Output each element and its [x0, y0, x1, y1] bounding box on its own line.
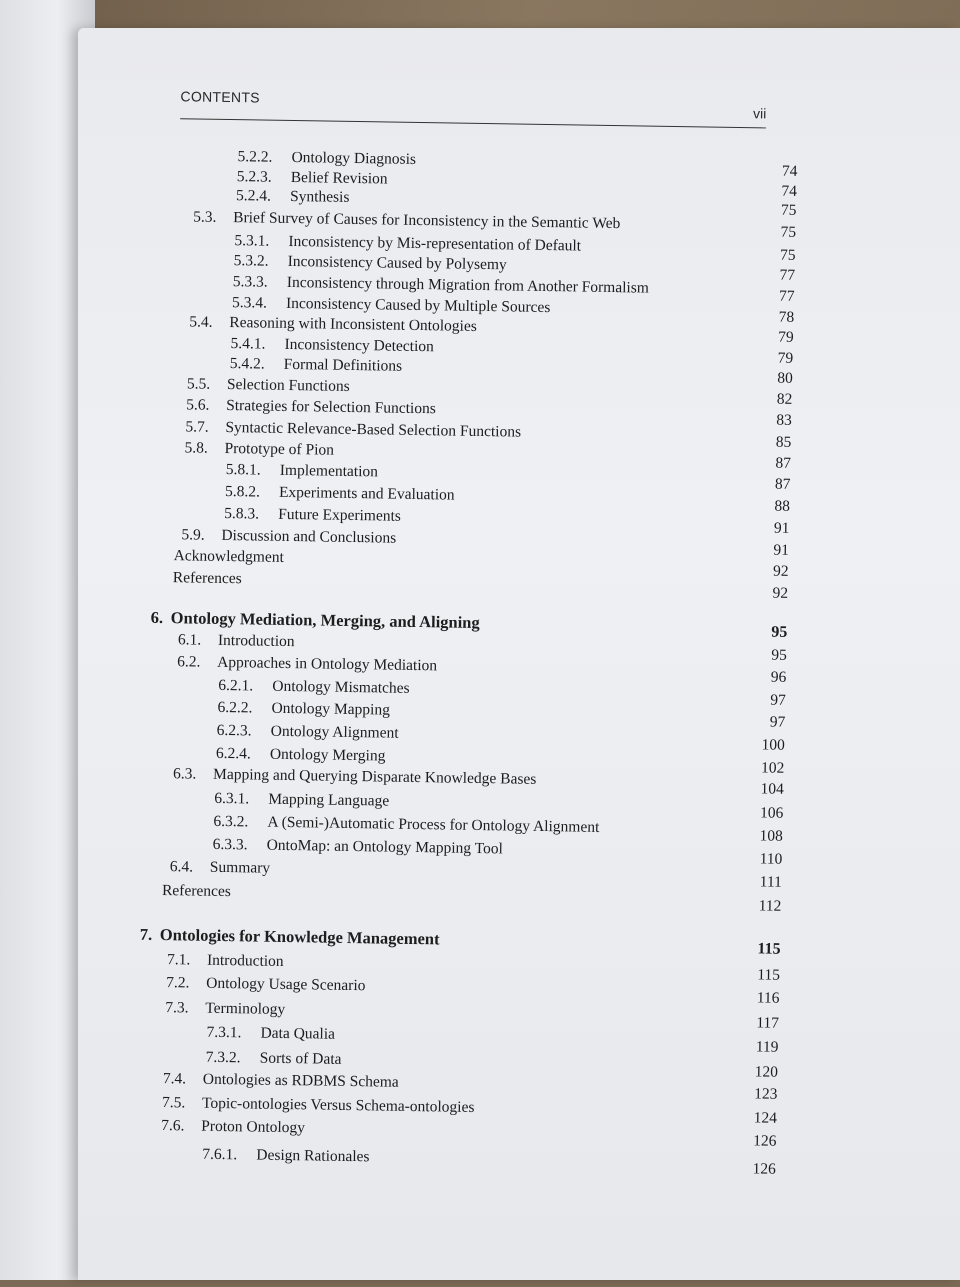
toc-entry-number: 7.3.1. — [206, 1023, 242, 1042]
toc-entry-number: 7. — [139, 924, 153, 944]
toc-page-number: 75 — [780, 201, 797, 219]
toc-entry-title: Acknowledgment — [173, 547, 284, 566]
toc-page-number: 91 — [773, 519, 790, 537]
toc-entry-title: Ontology Mediation, Merging, and Aligning — [170, 608, 480, 632]
toc-entry-title: Future Experiments — [278, 505, 402, 525]
toc-entry-number: 6.3. — [172, 765, 197, 783]
toc-page-number: 85 — [775, 433, 792, 451]
toc-entry — [173, 569, 242, 588]
toc-entry-title: Ontology Usage Scenario — [206, 974, 366, 995]
toc-page-number: 77 — [778, 287, 795, 305]
toc-page-number: 126 — [752, 1160, 776, 1178]
toc-entry-title: Ontology Mismatches — [272, 677, 410, 697]
toc-page-number: 74 — [781, 162, 798, 180]
toc-entry-title: Implementation — [279, 461, 379, 481]
toc-chapter — [151, 608, 480, 633]
toc-entry — [217, 722, 399, 743]
toc-entry-number: 7.2. — [166, 974, 190, 992]
toc-entry — [181, 526, 396, 547]
toc-entry-number: 5.3.1. — [234, 232, 270, 250]
toc-entry — [193, 208, 620, 233]
toc-entry-title: Data Qualia — [260, 1024, 336, 1043]
toc-entry-number: 5.3. — [193, 208, 217, 226]
toc-page-number: 120 — [754, 1063, 779, 1081]
toc-entry-title: Experiments and Evaluation — [278, 483, 455, 504]
toc-page-number: 115 — [757, 940, 781, 958]
toc-entry-title: Ontologies for Knowledge Management — [159, 925, 440, 949]
toc-entry-number: 6.1. — [177, 631, 202, 649]
toc-entry — [162, 882, 231, 901]
toc-page-number: 100 — [761, 736, 785, 754]
toc-entry-title: Belief Revision — [290, 168, 388, 188]
toc-entry — [165, 999, 285, 1019]
toc-page-number: 79 — [778, 328, 794, 346]
toc-entry — [233, 252, 506, 274]
toc-page-number: 79 — [777, 349, 794, 367]
toc-entry-title: A (Semi-)Automatic Process for Ontology Alignment — [267, 813, 600, 836]
toc-entry-number: 5.2.4. — [235, 187, 272, 205]
toc-page-number: 116 — [756, 989, 780, 1007]
toc-entry-title: Summary — [209, 858, 271, 877]
toc-entry-title: Syntactic Relevance-Based Selection Functions — [225, 418, 522, 441]
toc-entry-title: Ontologies as RDBMS Schema — [202, 1070, 399, 1091]
toc-entry-number: 6.2.1. — [218, 676, 254, 695]
toc-entry — [185, 418, 521, 441]
toc-entry-number: 5.5. — [186, 375, 211, 393]
toc-page-number: 91 — [773, 541, 790, 559]
toc-entry-title: Inconsistency Caused by Multiple Sources — [285, 294, 551, 317]
toc-entry-title: Brief Survey of Causes for Inconsistency in the Semantic Web — [233, 209, 621, 233]
toc-page-number: 124 — [753, 1109, 778, 1127]
toc-entry-number: 7.1. — [166, 951, 191, 969]
toc-entry-number: 7.4. — [162, 1070, 187, 1088]
toc-entry — [187, 375, 350, 396]
toc-entry-number: 6.3.1. — [214, 789, 250, 808]
toc-entry-number: 7.6.1. — [202, 1145, 238, 1164]
toc-page-number: 78 — [778, 308, 795, 326]
toc-entry-number: 6.2.4. — [215, 744, 251, 763]
toc-page-number: 110 — [759, 850, 783, 868]
toc-entry-title: Ontology Alignment — [270, 722, 399, 742]
toc-entry — [232, 294, 551, 317]
toc-entry-number: 6.2.2. — [217, 698, 253, 717]
toc-page-number: 77 — [779, 266, 796, 284]
toc-entry-title: Reasoning with Inconsistent Ontologies — [229, 314, 477, 335]
toc-entry — [217, 699, 390, 720]
toc-page-number: 87 — [774, 475, 791, 493]
toc-entry-title: Inconsistency through Migration from Another Formalism — [286, 273, 650, 297]
toc-page-number: 87 — [775, 454, 792, 472]
toc-entry-title: OntoMap: an Ontology Mapping Tool — [266, 836, 504, 858]
toc-entry — [186, 396, 436, 418]
toc-entry-title: Design Rationales — [256, 1146, 370, 1166]
toc-page-number: 82 — [776, 390, 793, 408]
toc-entry-title: Inconsistency Caused by Polysemy — [287, 252, 507, 274]
toc-page-number: 126 — [753, 1132, 777, 1150]
toc-entry — [237, 168, 388, 188]
toc-entry-number: 6.2.3. — [216, 721, 252, 740]
toc-entry-title: Ontology Diagnosis — [291, 148, 417, 168]
toc-entry-number: 5.7. — [185, 418, 209, 436]
toc-page-number: 96 — [770, 668, 787, 686]
toc-entry — [206, 1049, 342, 1069]
toc-entry-number: 5.8.1. — [225, 460, 261, 479]
running-title: CONTENTS — [180, 88, 261, 106]
toc-entry-number: 5.3.3. — [232, 273, 268, 291]
toc-entry — [218, 677, 410, 698]
toc-entry — [170, 858, 271, 878]
toc-entry-title: Prototype of Pion — [224, 439, 335, 459]
toc-entry-title: Topic-ontologies Versus Schema-ontologies — [201, 1094, 475, 1116]
toc-entry — [173, 765, 537, 789]
toc-entry — [173, 547, 283, 567]
toc-page-number: 102 — [760, 759, 785, 777]
running-head — [180, 88, 766, 128]
toc-entry — [230, 335, 434, 356]
toc-entry-number: 7.6. — [161, 1117, 185, 1135]
toc-entry — [224, 505, 401, 526]
toc-page-number: 95 — [771, 623, 788, 641]
toc-entry — [189, 313, 477, 336]
toc-entry-number: 5.4. — [189, 313, 213, 331]
toc-page-number: 119 — [755, 1038, 779, 1056]
toc-chapter — [140, 925, 440, 950]
toc-entry-title: Inconsistency Detection — [284, 335, 434, 356]
toc-page-number: 83 — [776, 411, 792, 429]
toc-entry-number: 5.2.2. — [237, 148, 273, 166]
toc-entry-title: Selection Functions — [226, 375, 350, 395]
toc-entry-number: 7.5. — [161, 1094, 186, 1112]
toc-entry — [178, 631, 295, 651]
toc-entry — [166, 974, 366, 995]
toc-entry-title: Proton Ontology — [201, 1117, 306, 1137]
toc-entry-number: 6. — [150, 607, 164, 628]
toc-page-number: 95 — [771, 646, 787, 664]
toc-entry-title: Introduction — [217, 631, 295, 651]
toc-entry-number: 5.6. — [186, 396, 210, 414]
toc-entry-number: 5.8.3. — [224, 504, 260, 523]
toc-entry — [226, 461, 378, 481]
toc-page-number: 88 — [774, 497, 791, 515]
toc-entry-title: Discussion and Conclusions — [221, 526, 397, 547]
toc-entry-number: 5.8. — [184, 439, 208, 457]
toc-entry-title: References — [161, 882, 231, 901]
toc-entry-number: 5.9. — [181, 526, 205, 544]
toc-entry-title: Synthesis — [289, 187, 350, 206]
toc-entry — [225, 483, 455, 505]
toc-entry-title: Terminology — [205, 999, 286, 1018]
toc-page-number: 80 — [777, 369, 793, 387]
toc-entry-title: Approaches in Ontology Mediation — [217, 653, 438, 675]
toc-entry-title: Formal Definitions — [283, 355, 403, 375]
toc-entry-number: 6.4. — [169, 858, 194, 876]
toc-entry-title: Mapping and Querying Disparate Knowledge Bases — [212, 765, 537, 788]
toc-entry-title: Strategies for Selection Functions — [226, 396, 436, 418]
toc-entry — [213, 836, 504, 859]
toc-entry-title: Mapping Language — [268, 790, 390, 810]
toc-entry — [236, 187, 350, 207]
toc-entry-number: 6.3.3. — [212, 835, 248, 854]
toc-entry — [206, 1024, 335, 1044]
toc-page-number: 92 — [772, 562, 789, 580]
toc-entry-title: Inconsistency by Mis-representation of Default — [288, 232, 582, 255]
toc-entry — [233, 273, 649, 298]
toc-page-number: 123 — [754, 1085, 778, 1103]
toc-entry — [184, 439, 334, 459]
toc-entry — [161, 1117, 305, 1137]
toc-entry-number: 7.3. — [165, 999, 189, 1017]
toc-entry — [214, 790, 389, 811]
toc-entry — [162, 1094, 475, 1117]
toc-page-number: 97 — [770, 691, 786, 709]
toc-entry — [237, 148, 416, 169]
toc-entry-number: 5.2.3. — [236, 168, 272, 186]
toc-page-number: 97 — [769, 713, 786, 731]
toc-entry-number: 6.2. — [177, 653, 201, 671]
toc-page-number: 92 — [772, 584, 789, 602]
toc-page-number: 104 — [760, 780, 784, 798]
toc-entry — [177, 653, 437, 675]
toc-entry — [213, 813, 599, 837]
toc-entry — [167, 951, 284, 971]
toc-page-number: 75 — [779, 246, 796, 264]
toc-page-number: 117 — [756, 1014, 780, 1032]
toc-page-number: 111 — [759, 873, 782, 891]
toc-entry-title: References — [172, 569, 242, 588]
toc-entry-number: 5.3.2. — [233, 252, 269, 270]
toc-entry-title: Ontology Mapping — [271, 699, 391, 719]
toc-entry — [216, 745, 386, 766]
toc-page-number: 106 — [759, 804, 784, 822]
toc-entry — [230, 355, 403, 376]
toc-page-number: 74 — [781, 182, 798, 200]
toc-entry-title: Introduction — [206, 951, 284, 970]
toc-entry-title: Sorts of Data — [259, 1049, 342, 1068]
toc-entry-number: 7.3.2. — [205, 1048, 241, 1067]
toc-page-number: 108 — [759, 827, 783, 845]
toc-entry — [163, 1070, 399, 1092]
toc-entry-number: 5.8.2. — [224, 482, 261, 501]
toc-entry-number: 6.3.2. — [213, 812, 249, 831]
page-folio: vii — [752, 105, 767, 122]
toc-entry-number: 5.4.1. — [230, 335, 266, 353]
toc-page-number: 75 — [780, 223, 797, 241]
toc-entry — [202, 1146, 369, 1167]
toc-entry-title: Ontology Merging — [269, 745, 386, 765]
toc-page-number: 112 — [758, 897, 782, 915]
toc-page-number: 115 — [757, 966, 781, 984]
toc-entry-number: 5.3.4. — [231, 294, 268, 312]
toc-entry-number: 5.4.2. — [229, 355, 265, 373]
